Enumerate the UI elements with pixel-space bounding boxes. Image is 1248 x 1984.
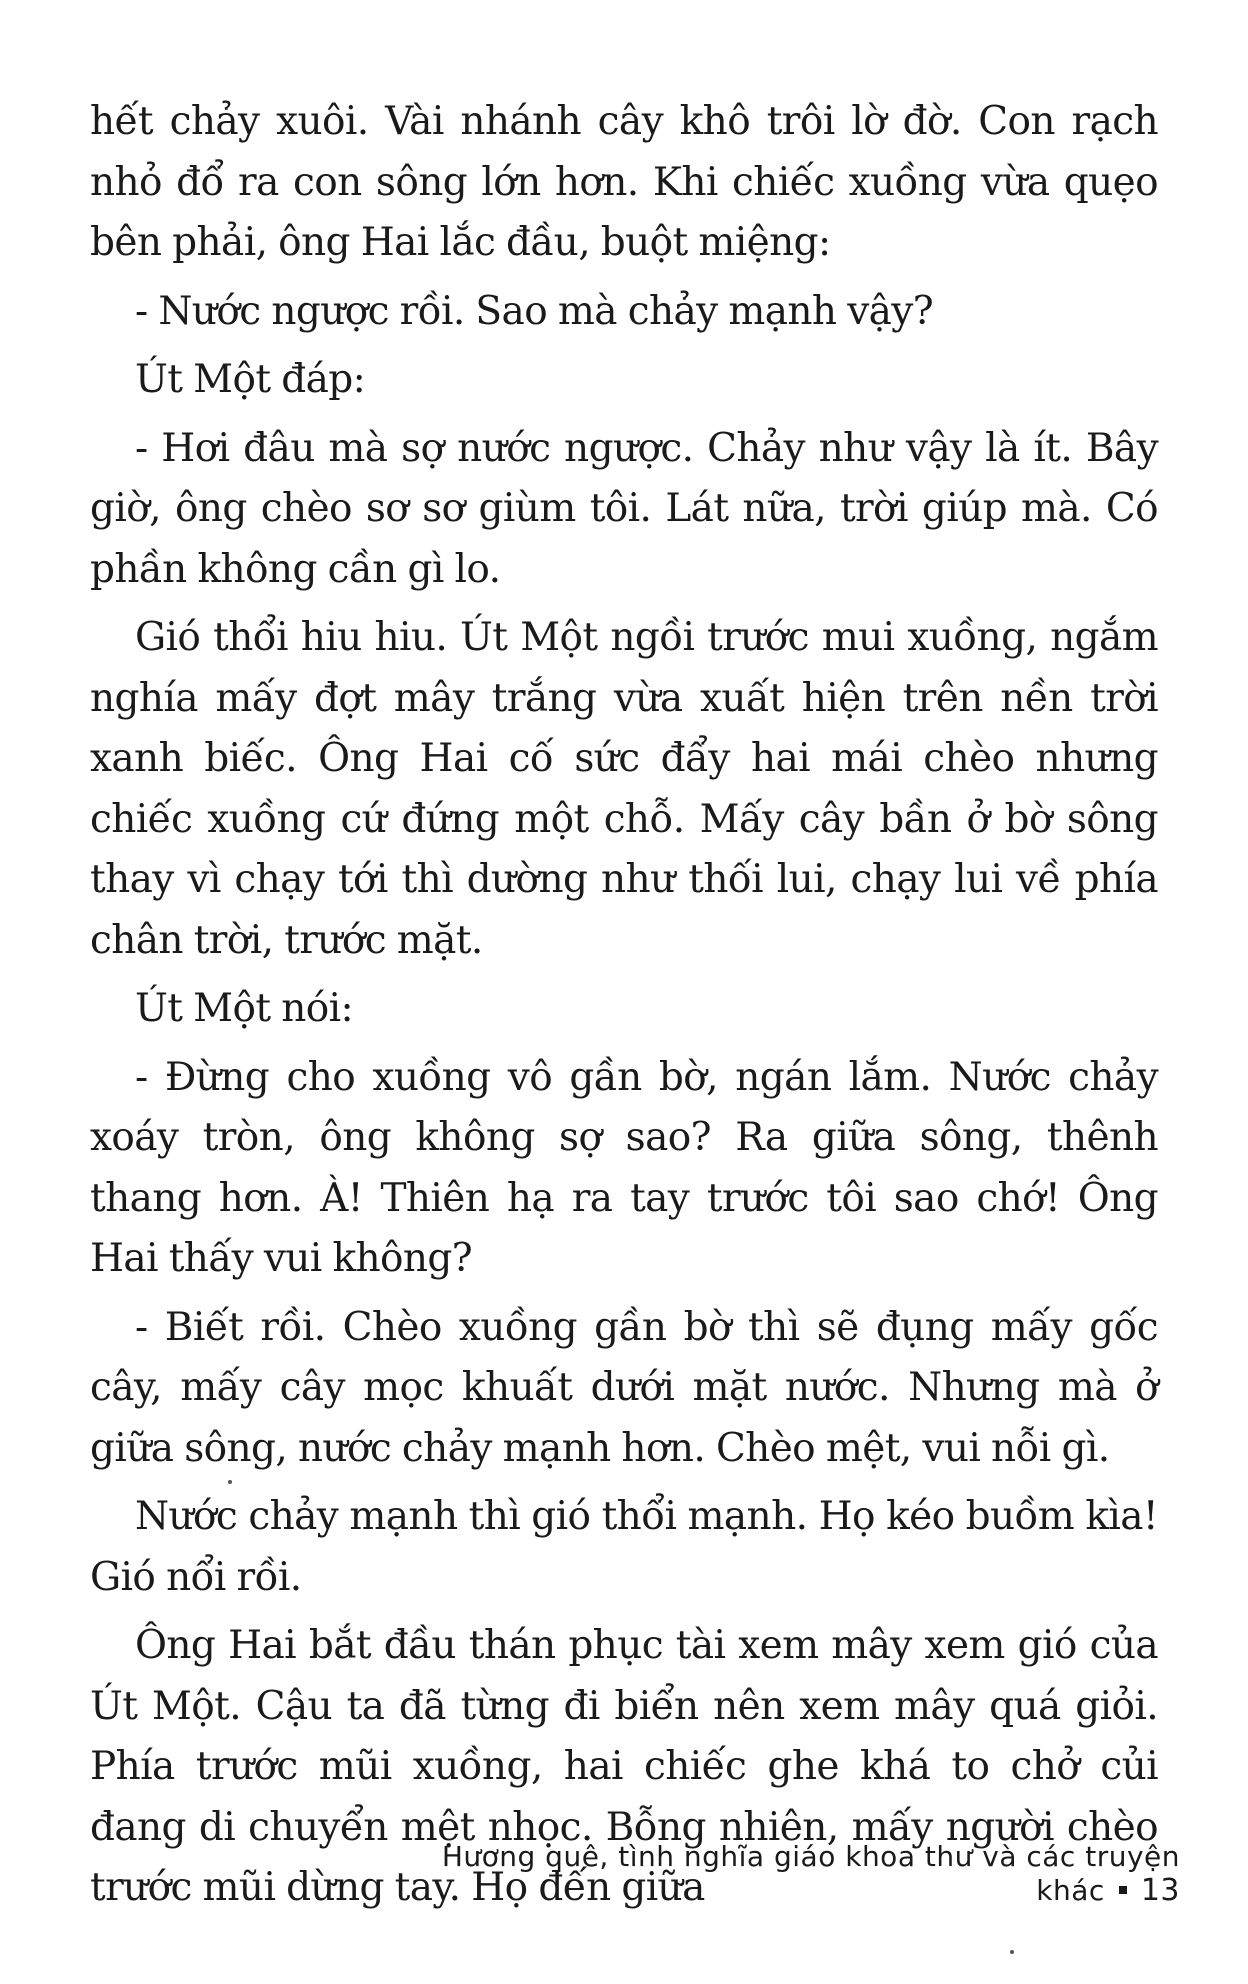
running-footer [420,1840,1180,1908]
print-speck [1010,1950,1014,1954]
paragraph: - Đừng cho xuồng vô gần bờ, ngán lắm. Nước chảy xoáy tròn, ông không sợ sao? Ra giữa sông, thênh thang hơn. À! Thiên hạ ra tay trước tôi sao chớ! Ông Hai thấy vui không? [90,1054,1158,1281]
paragraph: Nước chảy mạnh thì gió thổi mạnh. Họ kéo buồm kìa! Gió nổi rồi. [90,1494,1158,1600]
paragraph: Út Một đáp: [135,357,366,402]
page-number: 13 [1140,1873,1180,1908]
paragraph: - Biết rồi. Chèo xuồng gần bờ thì sẽ đụng mấy gốc cây, mấy cây mọc khuất dưới mặt nước. Nhưng mà ở giữa sông, nước chảy mạnh hơn. Chèo mệt, vui nỗi gì. [90,1304,1158,1471]
paragraph: Gió thổi hiu hiu. Út Một ngồi trước mui xuồng, ngắm nghía mấy đợt mây trắng vừa xuất hiện trên nền trời xanh biếc. Ông Hai cố sức đẩy hai mái chèo nhưng chiếc xuồng cứ đứng một chỗ. Mấy cây bần ở bờ sông thay vì chạy tới thì dường như thối lui, chạy lui về phía chân trời, trước mặt. [90,615,1158,963]
paragraph: - Nước ngược rồi. Sao mà chảy mạnh vậy? [135,288,934,334]
book-title: Hương quê, tình nghĩa giáo khoa thư và các truyện khác [441,1840,1180,1907]
paragraph: - Hơi đâu mà sợ nước ngược. Chảy như vậy là ít. Bây giờ, ông chèo sơ sơ giùm tôi. Lát nữa, trời giúp mà. Có phần không cần gì lo. [90,425,1158,592]
body-text [90,92,1158,1927]
paragraph: Út Một nói: [135,986,354,1031]
separator-bullet-icon [1119,1886,1127,1894]
paragraph: hết chảy xuôi. Vài nhánh cây khô trôi lờ đờ. Con rạch nhỏ đổ ra con sông lớn hơn. Khi chiếc xuồng vừa quẹo bên phải, ông Hai lắc đầu, buột miệng: [90,99,1158,265]
paragraph: Ông Hai bắt đầu thán phục tài xem mây xem gió của Út Một. Cậu ta đã từng đi biển nên xem mây quá giỏi. Phía trước mũi xuồng, hai chiếc ghe khá to chở củi đang di chuyển mệt nhọc. Bỗng nhiên, mấy người chèo trước mũi dừng tay. Họ đến giữa [90,1623,1158,1910]
print-speck [228,1480,232,1484]
